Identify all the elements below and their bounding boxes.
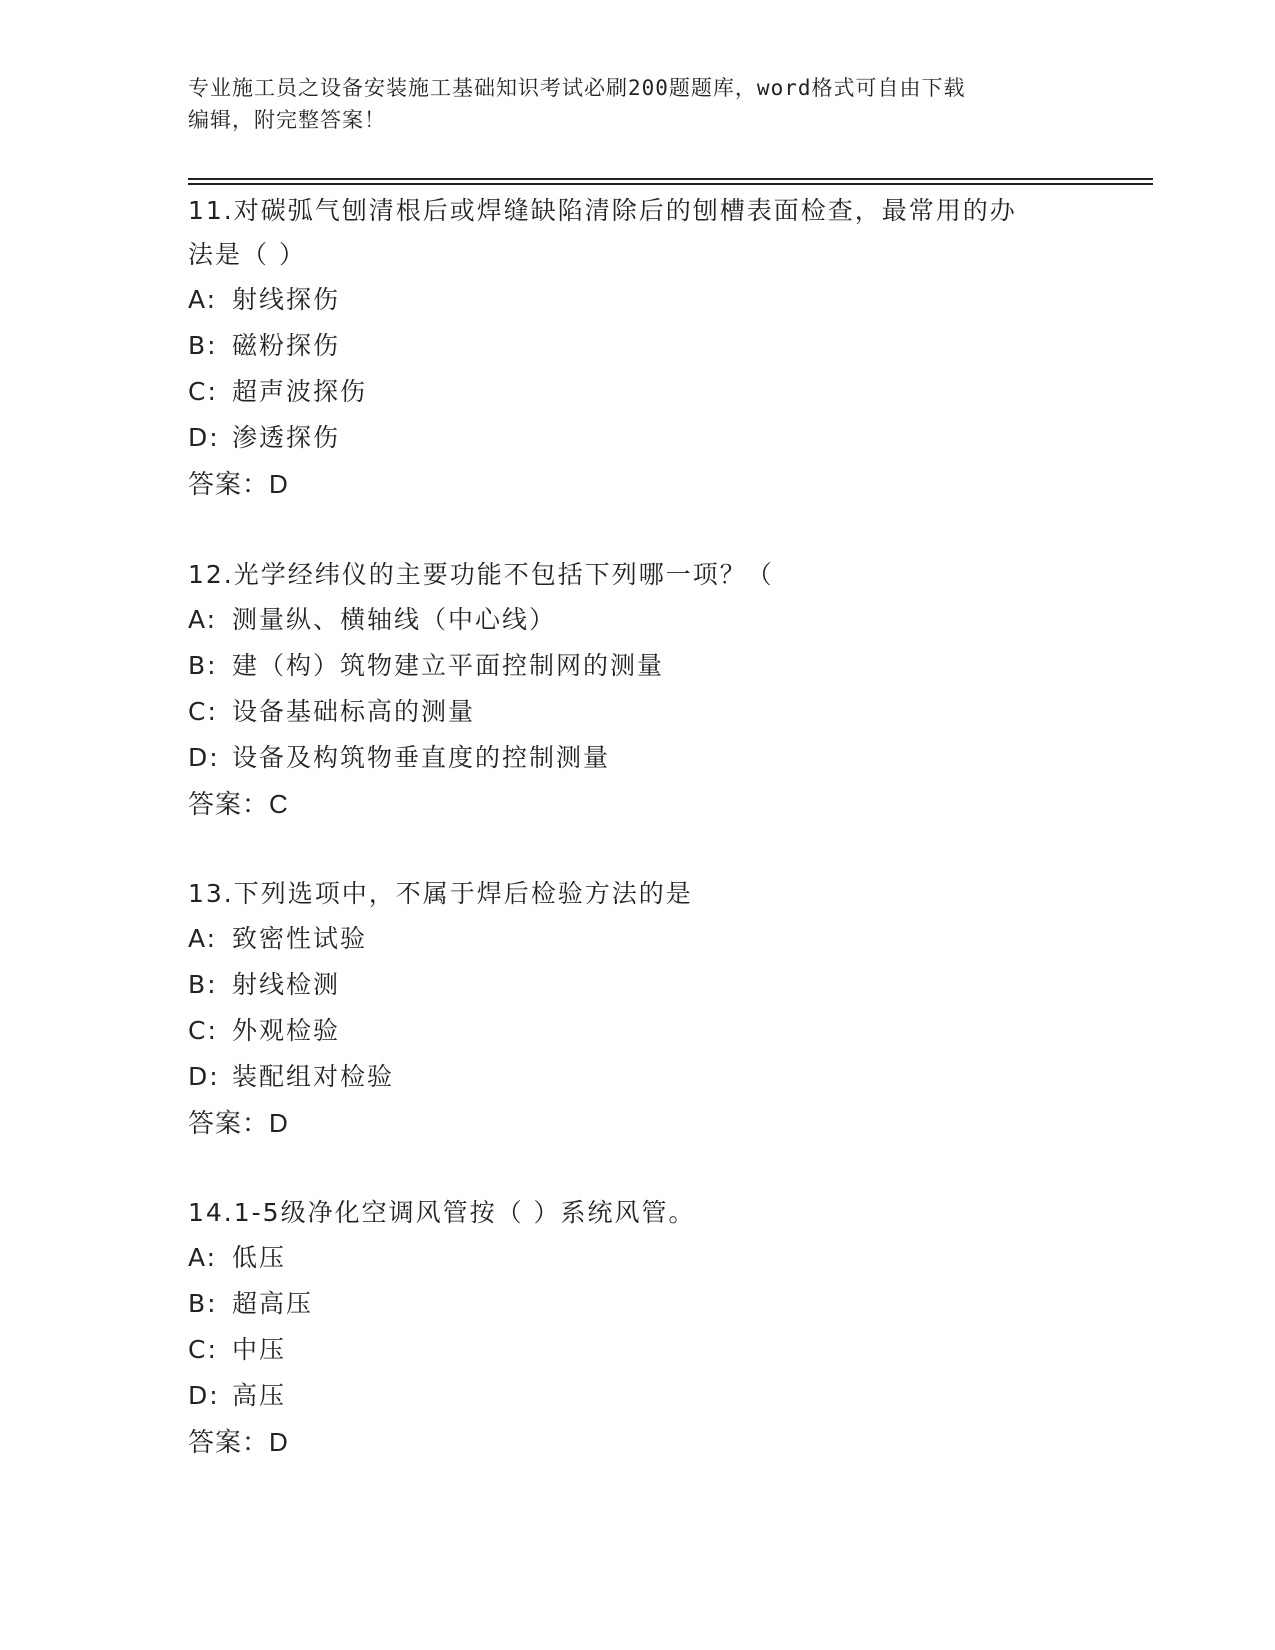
option-text: 装配组对检验 [232, 1062, 395, 1091]
option-text: 超高压 [232, 1289, 314, 1318]
option-letter: B: [188, 1289, 218, 1318]
answer: 答案：D [188, 1427, 289, 1457]
option-text: 低压 [232, 1243, 287, 1272]
option-c [188, 689, 1088, 735]
option-letter: B: [188, 651, 218, 680]
option-letter: D: [188, 1062, 220, 1091]
header-title-line-1: 专业施工员之设备安装施工基础知识考试必刷200题题库，word格式可自由下载 [188, 76, 966, 100]
answer: 答案：C [188, 789, 289, 819]
option-letter: A: [188, 285, 218, 314]
option-text: 设备及构筑物垂直度的控制测量 [232, 743, 611, 772]
option-letter: D: [188, 743, 220, 772]
option-letter: D: [188, 1381, 220, 1410]
option-d [188, 1373, 1088, 1419]
option-text: 射线探伤 [232, 285, 341, 314]
option-c [188, 369, 1088, 415]
option-b [188, 962, 1088, 1008]
option-c [188, 1008, 1088, 1054]
option-letter: C: [188, 697, 218, 726]
option-a [188, 597, 1088, 643]
option-d [188, 415, 1088, 461]
option-a [188, 916, 1088, 962]
option-letter: D: [188, 423, 220, 452]
option-d [188, 1054, 1088, 1100]
question-11 [188, 189, 1088, 507]
question-stem: 12.光学经纬仪的主要功能不包括下列哪一项？（ [188, 560, 774, 589]
option-b [188, 643, 1088, 689]
question-12 [188, 553, 1088, 827]
option-text: 高压 [232, 1381, 287, 1410]
option-letter: B: [188, 331, 218, 360]
answer: 答案：D [188, 469, 289, 499]
document-header [188, 72, 1068, 136]
option-b [188, 1281, 1088, 1327]
option-letter: A: [188, 605, 218, 634]
option-text: 外观检验 [232, 1016, 341, 1045]
answer: 答案：D [188, 1108, 289, 1138]
header-divider-bottom [188, 183, 1153, 185]
option-text: 渗透探伤 [232, 423, 341, 452]
question-13 [188, 872, 1088, 1146]
option-text: 超声波探伤 [232, 377, 368, 406]
option-text: 建（构）筑物建立平面控制网的测量 [232, 651, 665, 680]
question-14 [188, 1191, 1088, 1465]
option-a [188, 277, 1088, 323]
question-stem: 11.对碳弧气刨清根后或焊缝缺陷清除后的刨槽表面检查，最常用的办 [188, 196, 1017, 225]
option-letter: C: [188, 1016, 218, 1045]
option-letter: A: [188, 1243, 218, 1272]
option-text: 射线检测 [232, 970, 341, 999]
option-letter: A: [188, 924, 218, 953]
option-letter: B: [188, 970, 218, 999]
option-letter: C: [188, 377, 218, 406]
header-divider-top [188, 178, 1153, 180]
option-text: 中压 [232, 1335, 287, 1364]
question-stem: 14.1-5级净化空调风管按（ ）系统风管。 [188, 1198, 696, 1227]
option-text: 磁粉探伤 [232, 331, 341, 360]
question-stem: 13.下列选项中，不属于焊后检验方法的是 [188, 879, 693, 908]
option-text: 致密性试验 [232, 924, 368, 953]
option-a [188, 1235, 1088, 1281]
header-title-line-2: 编辑，附完整答案！ [188, 108, 386, 132]
option-d [188, 735, 1088, 781]
option-b [188, 323, 1088, 369]
question-stem-continued: 法是（ ） [188, 240, 306, 269]
option-text: 设备基础标高的测量 [232, 697, 476, 726]
option-letter: C: [188, 1335, 218, 1364]
option-text: 测量纵、横轴线（中心线） [232, 605, 557, 634]
option-c [188, 1327, 1088, 1373]
